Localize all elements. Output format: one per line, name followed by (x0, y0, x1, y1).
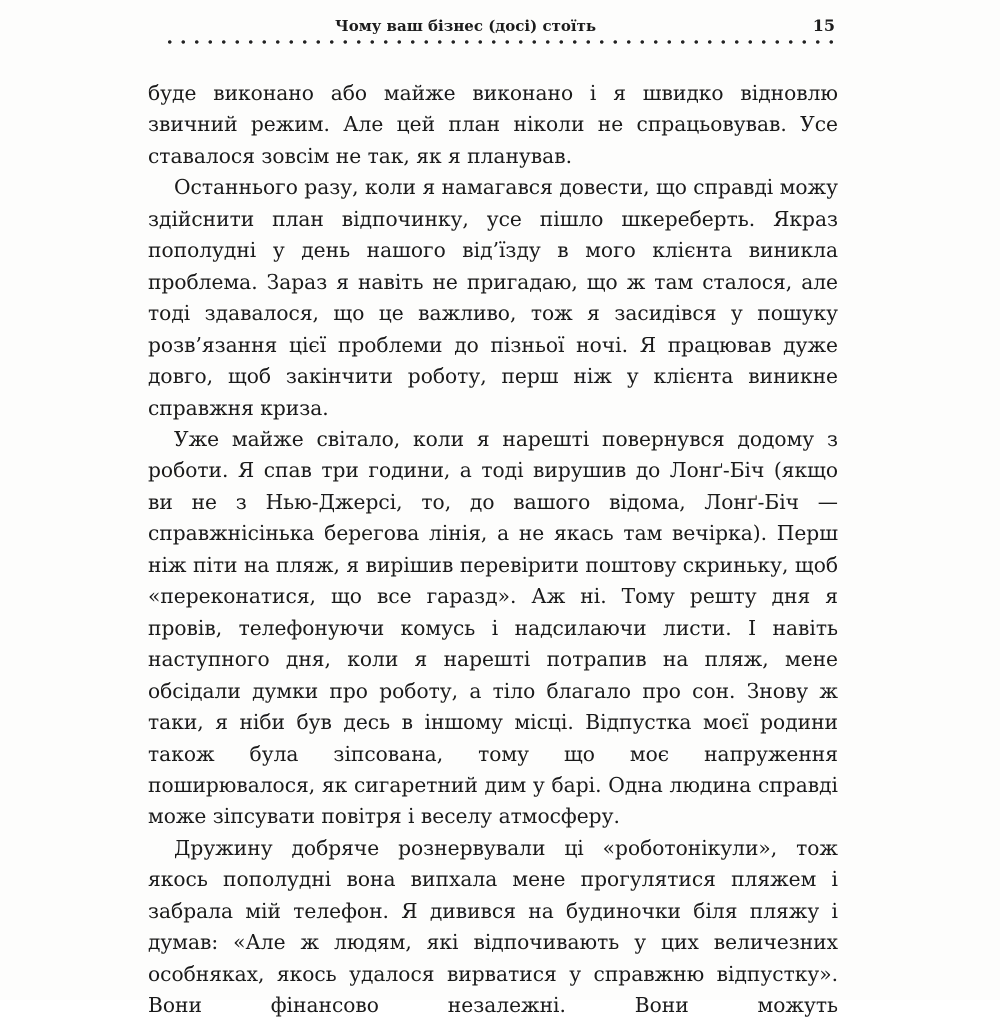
running-head (163, 10, 835, 36)
paragraph-3: Уже майже світало, коли я нарешті повернувся додому з роботи. Я спав три години, а тоді вирушив до Лонґ-Біч (якщо ви не з Нью-Джерсі, то, до вашого відома, Лонґ-Біч — справжнісінька берегова лінія, а не якась там вечірка). Перш ніж піти на пляж, я вирішив перевірити поштову скриньку, щоб «переконатися, що все гаразд». Аж ні. Тому решту дня я провів, телефонуючи комусь і надсилаючи листи. І навіть наступного дня, коли я нарешті потрапив на пляж, мене обсідали думки про роботу, а тіло благало про сон. Знову ж таки, я ніби був десь в іншому місці. Відпустка моєї родини також була зіпсована, тому що моє напруження поширювалося, як сигаретний дим у барі. Одна людина справді може зіпсувати повітря і веселу атмосферу. (148, 426, 838, 829)
chapter-title: Чому ваш бізнес (досі) стоїть (335, 17, 597, 35)
paragraph-4: Дружину добряче рознервували ці «роботонікули», тож якось пополудні вона випхала мене прогулятися пляжем і забрала мій телефон. Я дивився на будиночки біля пляжу і думав: «Але ж людям, які відпочивають у цих величезних особняках, якось удалося вирватися у справжню відпустку». Вони фінансово незалежні. Вони можуть (148, 835, 838, 1018)
paragraph-1: буде виконано або майже виконано і я швидко відновлю звичний режим. Але цей план ніколи не спрацьовував. Усе ставалося зовсім не так, як я планував. (148, 81, 838, 168)
dotted-divider (163, 40, 838, 44)
page-number: 15 (812, 16, 835, 35)
body-text (148, 78, 838, 1022)
paragraph-2: Останнього разу, коли я намагався довести, що справді можу здійснити план відпочинку, усе пішло шкереберть. Якраз пополудні у день нашого від’їзду в мого клієнта виникла проблема. Зараз я навіть не пригадаю, що ж там сталося, але тоді здавалося, що це важливо, тож я засидівся у пошуку розв’язання цієї проблеми до пізньої ночі. Я працював дуже довго, щоб закінчити роботу, перш ніж у клієнта виникне справжня криза. (148, 175, 838, 420)
